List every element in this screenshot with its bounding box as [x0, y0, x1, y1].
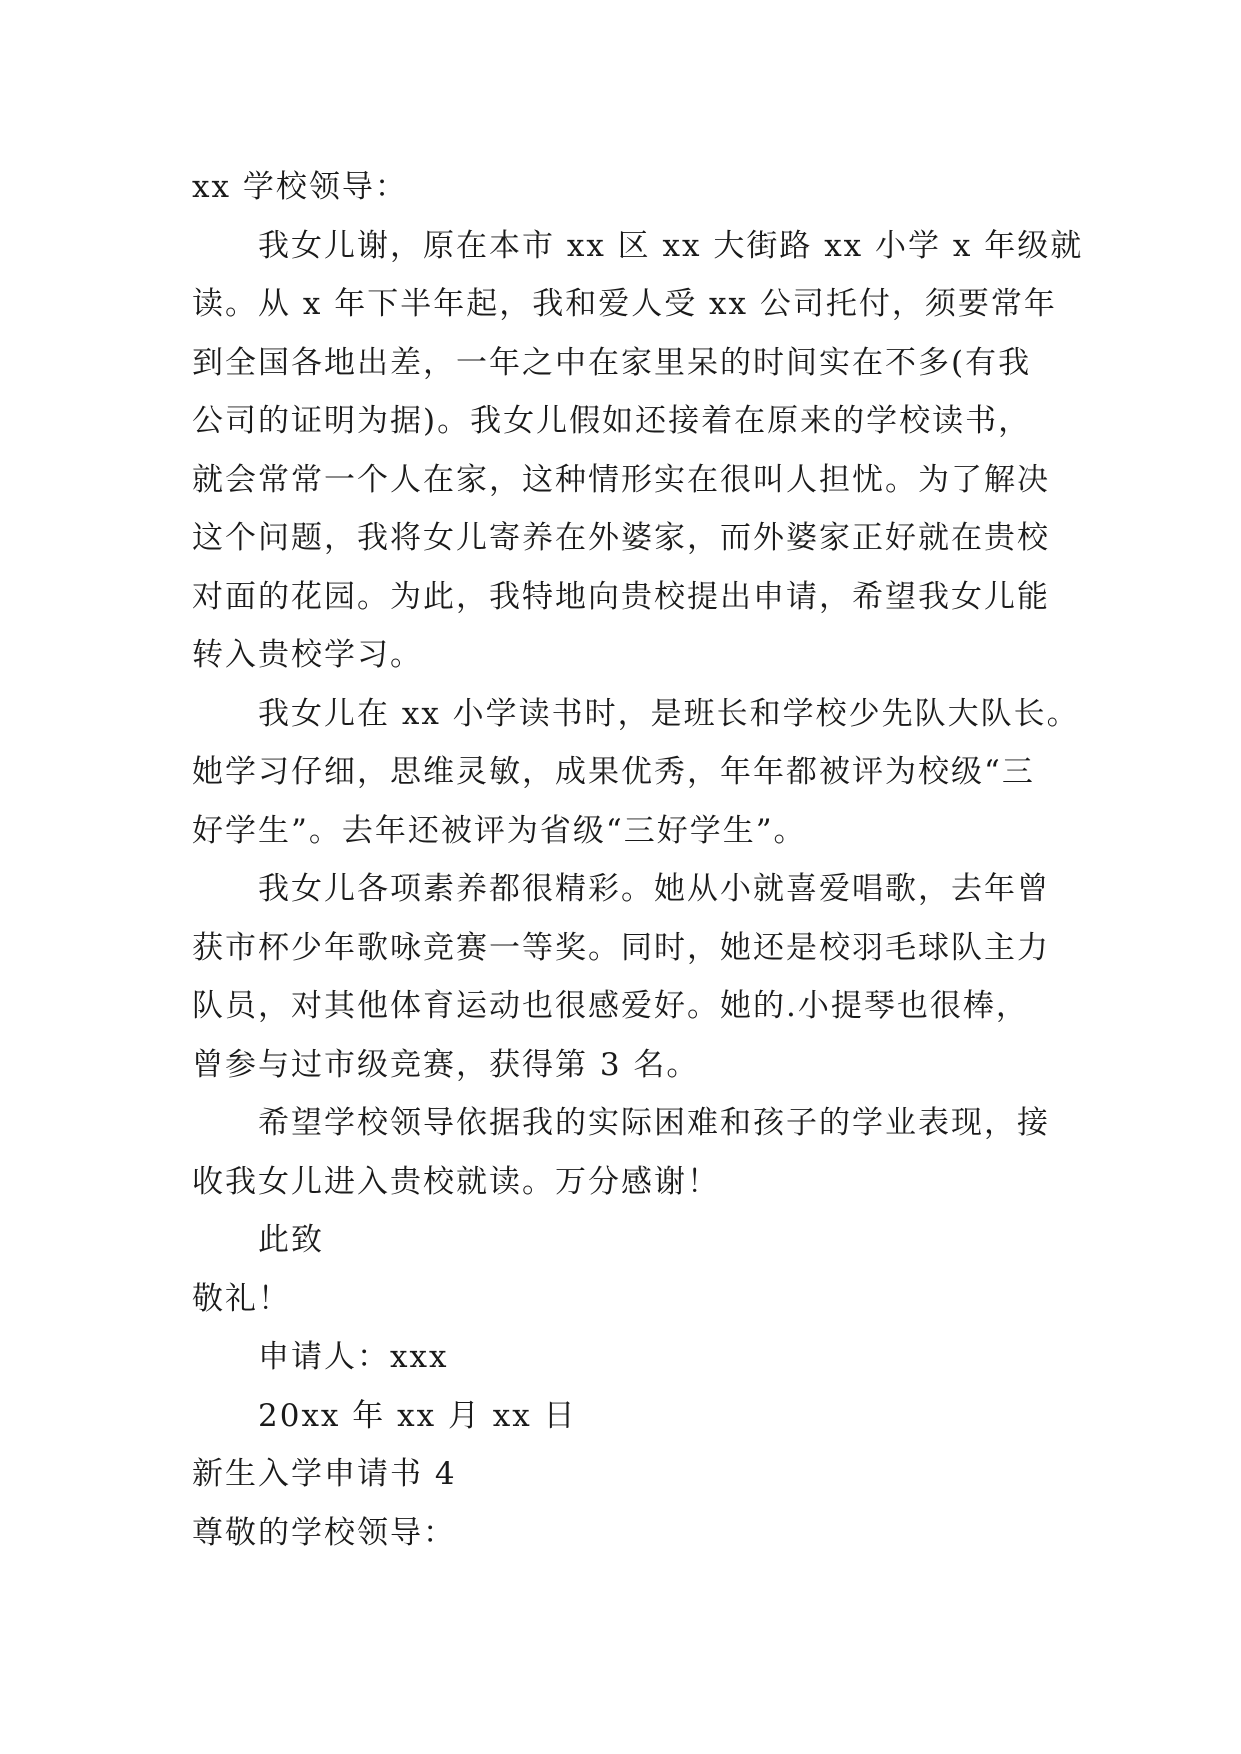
paragraph-3-line-3: 队员，对其他体育运动也很感爱好。她的.小提琴也很棒，: [192, 988, 1029, 1024]
closing-salute: 敬礼！: [192, 1280, 291, 1317]
section-title: 新生入学申请书 4: [192, 1456, 457, 1492]
paragraph-1-line-8: 转入贵校学习。: [192, 637, 423, 673]
date-line: 20xx 年 xx 月 xx 日: [258, 1397, 577, 1434]
paragraph-4-line-2: 收我女儿进入贵校就读。万分感谢！: [192, 1163, 720, 1200]
paragraph-2-line-3: 好学生”。去年还被评为省级“三好学生”。: [192, 812, 807, 849]
next-salutation: 尊敬的学校领导：: [192, 1514, 456, 1551]
letter-body: [192, 158, 1084, 1562]
paragraph-1-line-4: 公司的证明为据)。我女儿假如还接着在原来的学校读书，: [192, 403, 1032, 439]
closing-phrase: 此致: [258, 1222, 324, 1258]
paragraph-1-line-7: 对面的花园。为此，我特地向贵校提出申请，希望我女儿能: [192, 578, 1050, 615]
paragraph-3-line-4: 曾参与过市级竞赛，获得第 3 名。: [192, 1046, 700, 1083]
applicant-signature: 申请人：xxx: [258, 1339, 449, 1375]
paragraph-1-line-6: 这个问题，我将女儿寄养在外婆家，而外婆家正好就在贵校: [192, 520, 1050, 556]
paragraph-1-line-5: 就会常常一个人在家，这种情形实在很叫人担忧。为了解决: [192, 461, 1050, 498]
paragraph-3-line-1: 我女儿各项素养都很精彩。她从小就喜爱唱歌，去年曾: [258, 871, 1050, 907]
paragraph-4-line-1: 希望学校领导依据我的实际困难和孩子的学业表现，接: [258, 1105, 1050, 1141]
paragraph-2-line-1: 我女儿在 xx 小学读书时，是班长和学校少先队大队长。: [258, 695, 1080, 732]
salutation: xx 学校领导：: [192, 169, 408, 205]
paragraph-3-line-2: 获市杯少年歌咏竞赛一等奖。同时，她还是校羽毛球队主力: [192, 929, 1050, 966]
paragraph-1-line-3: 到全国各地出差，一年之中在家里呆的时间实在不多(有我: [192, 344, 1032, 381]
paragraph-1-line-1: 我女儿谢，原在本市 xx 区 xx 大街路 xx 小学 x 年级就: [258, 227, 1084, 264]
paragraph-1-line-2: 读。从 x 年下半年起，我和爱人受 xx 公司托付，须要常年: [192, 286, 1057, 322]
paragraph-2-line-2: 她学习仔细，思维灵敏，成果优秀，年年都被评为校级“三: [192, 754, 1035, 790]
